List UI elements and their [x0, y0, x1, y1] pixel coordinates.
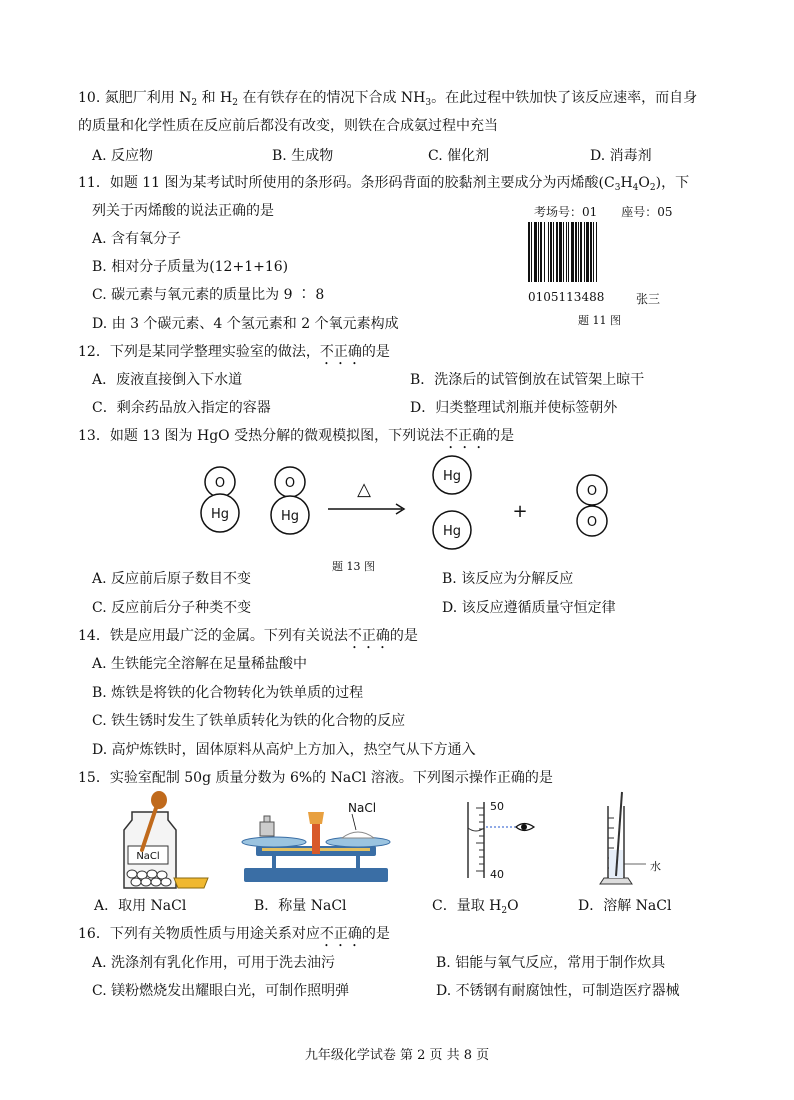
left-pan	[242, 837, 306, 847]
spoon-bowl	[151, 791, 167, 809]
barcode-bar	[584, 222, 585, 282]
q16-option-c: C. 镁粉燃烧发出耀眼白光，可制作照明弹	[92, 983, 350, 999]
barcode-bar	[578, 222, 579, 282]
q12-option-b: B．洗涤后的试管倒放在试管架上晾干	[410, 372, 645, 388]
barcode-bar	[593, 222, 594, 282]
q14-option-b: B. 炼铁是将铁的化合物转化为铁单质的过程	[92, 685, 364, 701]
barcode-bar	[586, 222, 589, 282]
barcode-name: 张三	[636, 292, 661, 306]
q14-option-d: D. 高炉炼铁时，固体原料从高炉上方加入，热空气从下方通入	[92, 742, 476, 758]
q10-option-a: A. 反应物	[92, 148, 154, 164]
q16-stem: 16．下列有关物质性质与用途关系对应不正确的是	[78, 926, 390, 942]
barcode-bar	[575, 222, 577, 282]
barcode-bar	[559, 222, 562, 282]
q10-option-b: B. 生成物	[272, 148, 334, 164]
q11-option-b: B. 相对分子质量为(12+1+16)	[92, 259, 289, 275]
heat-symbol: △	[357, 479, 371, 500]
q14-option-a: A. 生铁能完全溶解在足量稀盐酸中	[92, 656, 308, 672]
cylinder-base	[600, 878, 632, 884]
figure-d-dissolve-nacl	[594, 788, 674, 888]
q15-option-d: D．溶解 NaCl	[578, 898, 672, 914]
q14-stem: 14．铁是应用最广泛的金属。下列有关说法不正确的是	[78, 628, 418, 644]
q12-option-c: C．剩余药品放入指定的容器	[92, 400, 271, 416]
q12-option-d: D．归类整理试剂瓶并使标签朝外	[410, 400, 618, 416]
atom-label-o4: O	[586, 515, 598, 530]
barcode-bar	[590, 222, 592, 282]
q11-option-a: A. 含有氧分子	[92, 231, 182, 247]
balance-base	[244, 868, 388, 882]
q15-option-a: A．取用 NaCl	[94, 898, 187, 914]
barcode-bar	[553, 222, 554, 282]
tick-label-40: 40	[490, 868, 504, 881]
atom-label-hg1: Hg	[210, 507, 230, 522]
q16-option-b: B. 铝能与氧气反应，常用于制作炊具	[436, 955, 666, 971]
q14-option-c: C. 铁生锈时发生了铁单质转化为铁的化合物的反应	[92, 713, 406, 729]
barcode-bar	[596, 222, 597, 282]
q16-option-d: D. 不锈钢有耐腐蚀性，可制造医疗器械	[436, 983, 680, 999]
figure-a-take-nacl	[118, 790, 218, 890]
water-label: 水	[650, 860, 661, 873]
q13-option-b: B. 该反应为分解反应	[442, 571, 574, 587]
atom-label-hg3: Hg	[442, 469, 462, 484]
salt-pile	[342, 832, 374, 838]
q11-option-c: C. 碳元素与氧元素的质量比为 9 ∶ 8	[92, 287, 325, 303]
barcode-number: 0105113488	[528, 290, 605, 304]
q13-stem: 13．如题 13 图为 HgO 受热分解的微观模拟图，下列说法不正确的是	[78, 428, 515, 444]
q11-option-d: D. 由 3 个碳元素、4 个氢元素和 2 个氧元素构成	[92, 316, 399, 332]
barcode-bar	[580, 222, 582, 282]
q13-option-a: A. 反应前后原子数目不变	[92, 571, 252, 587]
q10-option-c: C. 催化剂	[428, 148, 490, 164]
barcode-image	[526, 220, 666, 284]
q16-option-a: A. 洗涤剂有乳化作用，可用于洗去油污	[92, 955, 336, 971]
barcode-header: 考场号：01 座号：05	[534, 205, 673, 219]
q13-caption: 题 13 图	[332, 560, 375, 573]
page-footer: 九年级化学试卷 第 2 页 共 8 页	[304, 1048, 490, 1063]
q13-option-c: C. 反应前后分子种类不变	[92, 600, 252, 616]
barcode-bar	[534, 222, 537, 282]
q15-option-c: C．量取 $H_2O$	[432, 898, 519, 916]
weighing-dish	[174, 878, 208, 888]
balance-label: NaCl	[348, 801, 377, 815]
barcode-bar	[571, 222, 574, 282]
q11-stem-line1: 11．如题 11 图为某考试时所使用的条形码。条形码背面的胶黏剂主要成分为丙烯酸$(C_3H_4O_2)$，下	[78, 175, 690, 193]
figure-c-measure-water	[452, 798, 552, 882]
barcode-caption: 题 11 图	[578, 314, 621, 327]
atom-label-hg2: Hg	[280, 509, 300, 524]
barcode-bar	[556, 222, 558, 282]
q11-stem-line2: 列关于丙烯酸的说法正确的是	[92, 203, 274, 219]
barcode-bar	[568, 222, 569, 282]
q13-option-d: D. 该反应遵循质量守恒定律	[442, 600, 616, 616]
barcode-bar	[544, 222, 545, 282]
tick-label-50: 50	[490, 800, 504, 813]
barcode-bar	[548, 222, 549, 282]
q10-stem-line1: 10. 氮肥厂利用 $N_2$ 和 $H_2$ 在有铁存在的情况下合成 $NH_3$。在此过程中铁加快了该反应速率，而自身	[78, 90, 698, 108]
barcode-bar	[563, 222, 564, 282]
barcode-bar	[566, 222, 567, 282]
atom-label-o3: O	[586, 484, 598, 499]
barcode-bar	[540, 222, 542, 282]
plus-sign: +	[512, 501, 528, 522]
barcode-bar	[528, 222, 530, 282]
barcode-bar	[550, 222, 552, 282]
atom-label-o1: O	[214, 476, 226, 491]
q12-stem: 12．下列是某同学整理实验室的做法，不正确的是	[78, 344, 390, 360]
barcode-bar	[538, 222, 539, 282]
weight	[260, 822, 274, 836]
q10-stem-line2: 的质量和化学性质在反应前后都没有改变，则铁在合成氨过程中充当	[78, 118, 498, 134]
reagent-label: NaCl	[136, 851, 160, 862]
atom-label-hg4: Hg	[442, 524, 462, 539]
figure-b-weigh-nacl	[238, 796, 394, 888]
q10-option-d: D. 消毒剂	[590, 148, 652, 164]
atom-label-o2: O	[284, 476, 296, 491]
q12-option-a: A．废液直接倒入下水道	[92, 372, 243, 388]
q15-stem: 15．实验室配制 50g 质量分数为 6%的 NaCl 溶液。下列图示操作正确的是	[78, 770, 553, 786]
hgo-decomposition-diagram	[180, 455, 640, 555]
barcode-bar	[531, 222, 532, 282]
q15-option-b: B．称量 NaCl	[254, 898, 347, 914]
